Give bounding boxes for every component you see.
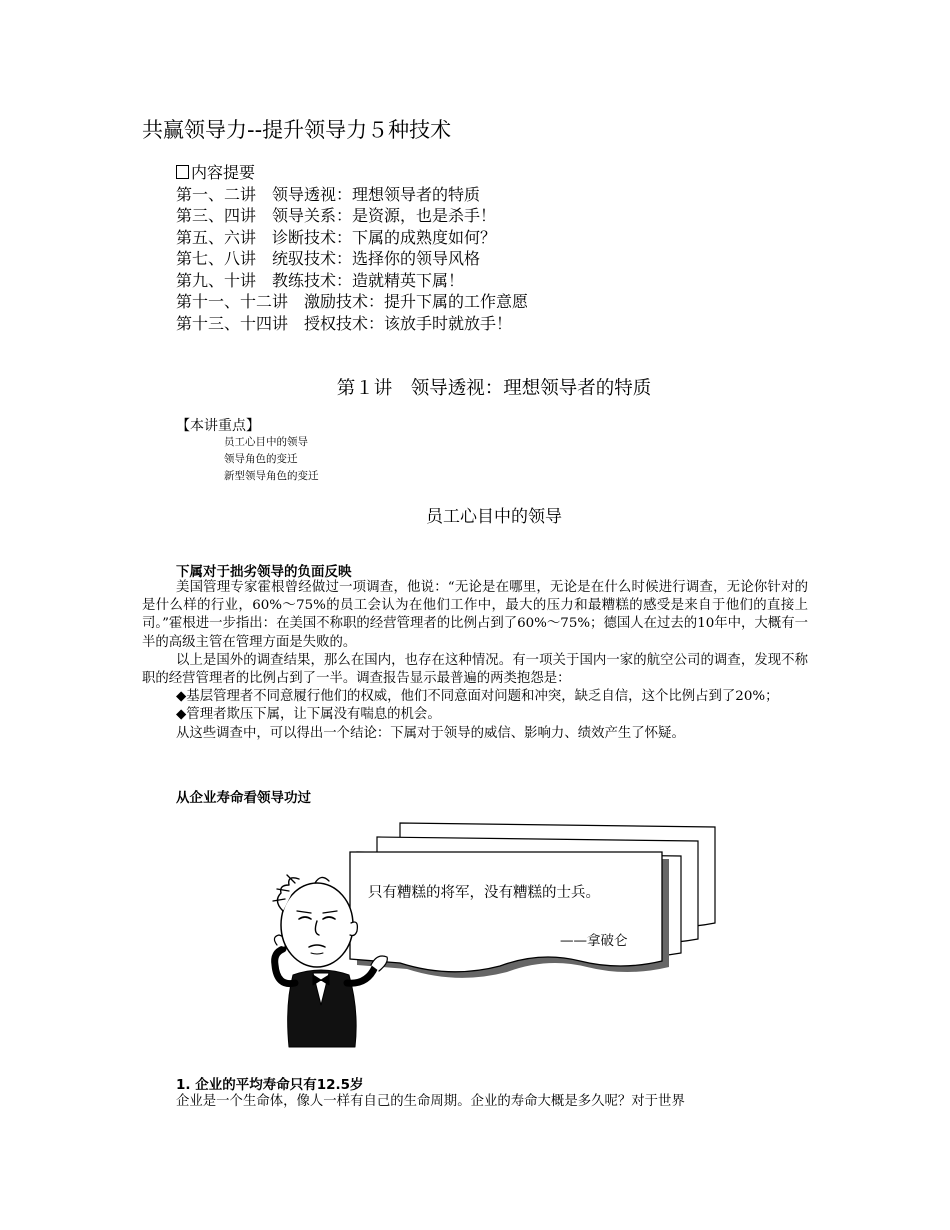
key-points-label: 【本讲重点】	[176, 418, 260, 434]
lecture-title: 第１讲 领导透视：理想领导者的特质	[336, 378, 652, 399]
toc-item: 第十三、十四讲 授权技术：该放手时就放手！	[176, 313, 513, 333]
paragraph: ◆基层管理者不同意履行他们的权威，他们不同意面对问题和冲突，缺乏自信，这个比例占到了20%；	[176, 689, 779, 705]
key-point-item: 新型领导角色的变迁	[224, 470, 319, 482]
toc-heading: 内容提要	[191, 163, 256, 182]
toc-item: 第一、二讲 领导透视：理想领导者的特质	[176, 184, 481, 204]
checkbox-square-icon	[176, 165, 189, 179]
key-point-item: 员工心目中的领导	[224, 436, 308, 448]
document-title: 共赢领导力--提升领导力５种技术	[142, 118, 452, 142]
toc-item: 第五、六讲 诊断技术：下属的成熟度如何？	[176, 227, 497, 247]
section-heading: 员工心目中的领导	[426, 507, 562, 527]
toc-heading-row	[176, 162, 528, 184]
quote-attribution: ——拿破仑	[560, 933, 628, 949]
toc-item: 第十一、十二讲 激励技术：提升下属的工作意愿	[176, 292, 529, 311]
toc-item: 第九、十讲 教练技术：造就精英下属！	[176, 270, 465, 290]
toc-item: 第七、八讲 统驭技术：选择你的领导风格	[176, 249, 481, 268]
key-point-item: 领导角色的变迁	[224, 453, 298, 465]
paragraph: ◆管理者欺压下属，让下属没有喘息的机会。	[176, 707, 441, 723]
paragraph: 美国管理专家霍根曾经做过一项调查，他说：“无论是在哪里，无论是在什么时候进行调查，无论你针对的是什么样的行业，60%～75%的员工会认为在他们工作中，最大的压力和最糟糕的感受是来自于他们的直接上司。”霍根进一步指出：在美国不称职的经营管理者的比例占到了60%～75%；德国人在过去的10年中，大概有一半的高级主管在管理方面是失败的。	[142, 580, 808, 650]
quote-text: 只有糟糕的将军，没有糟糕的士兵。	[368, 885, 600, 901]
body-text	[142, 579, 808, 743]
subheading: 1. 企业的平均寿命只有12.5岁	[176, 1077, 364, 1093]
subheading: 从企业寿命看领导功过	[176, 790, 311, 806]
stacked-pages-figure	[255, 815, 725, 1060]
subheading: 下属对于拙劣领导的负面反映	[176, 564, 352, 580]
paragraph: 以上是国外的调查结果，那么在国内，也存在这种情况。有一项关于国内一家的航空公司的调查，发现不称职的经营管理者的比例占到了一半。调查报告显示最普遍的两类抱怨是：	[142, 652, 808, 687]
paragraph: 从这些调查中，可以得出一个结论：下属对于领导的威信、影响力、绩效产生了怀疑。	[176, 725, 685, 741]
toc-item: 第三、四讲 领导关系：是资源，也是杀手！	[176, 206, 497, 225]
table-of-contents	[176, 162, 528, 334]
key-points-list	[224, 434, 319, 485]
quote-illustration	[255, 815, 725, 1065]
body-text	[142, 1093, 808, 1111]
paragraph: 企业是一个生命体，像人一样有自己的生命周期。企业的寿命大概是多久呢？对于世界	[176, 1094, 685, 1109]
